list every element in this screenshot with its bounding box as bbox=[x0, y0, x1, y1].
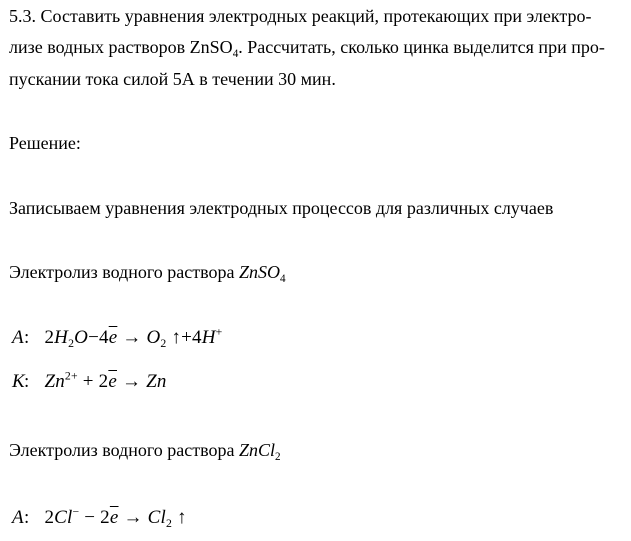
water-h: H bbox=[54, 327, 69, 348]
gas-arrow-icon: ↑ bbox=[171, 327, 182, 348]
case2-heading-text: Электролиз водного раствора bbox=[9, 440, 239, 460]
problem-text-1: 5.3. Составить уравнения электродных реакций, протекающих при электро- bbox=[9, 6, 592, 26]
water-subscript: 2 bbox=[68, 337, 75, 351]
cl-ion: Cl bbox=[54, 507, 73, 528]
case1-anode-equation: A: $2H_2O-4\overline{e} \to O_2$ ↑+4H+ bbox=[12, 325, 223, 351]
zn-ion: Zn bbox=[44, 371, 65, 392]
gas-arrow-icon: ↑ bbox=[177, 507, 187, 528]
product-subscript: 2 bbox=[160, 337, 167, 351]
case1-heading-formula: ZnSO bbox=[239, 262, 281, 282]
electron-symbol: $\overline{e}$ bbox=[108, 371, 117, 392]
problem-line-1 bbox=[9, 3, 591, 29]
anode-label: A bbox=[12, 507, 24, 528]
problem-line-2 bbox=[9, 34, 605, 60]
case1-cathode-equation: K: $Zn^{2+} + 2\overline{e} \to Zn$ bbox=[12, 369, 167, 392]
coef-cl: 2 bbox=[44, 507, 55, 528]
electron-symbol: $\overline{e}$ bbox=[108, 327, 118, 348]
case1-heading-subscript: 4 bbox=[280, 272, 286, 285]
cathode-label: K bbox=[12, 371, 25, 392]
minus-electrons: − 2 bbox=[84, 507, 110, 528]
solution-label-text: Решение: bbox=[9, 133, 81, 153]
cl-charge: − bbox=[72, 505, 80, 519]
intro-text: Записываем уравнения электродных процессов для различных случаев bbox=[9, 198, 554, 218]
water-o: O bbox=[74, 327, 89, 348]
h-charge: + bbox=[215, 325, 223, 339]
minus-electrons: −4 bbox=[88, 327, 109, 348]
problem-text-2-subscript: 4 bbox=[232, 47, 239, 60]
case2-heading bbox=[9, 437, 281, 463]
problem-text-2b: . Рассчитать, сколько цинка выделится при про- bbox=[238, 37, 605, 57]
case1-heading bbox=[9, 259, 286, 285]
case2-anode-equation: A: $2Cl^- - 2\overline{e} \to Cl_2$ ↑ bbox=[12, 505, 187, 531]
electron-symbol: $\overline{e}$ bbox=[109, 507, 119, 528]
problem-text-2a: лизе водных растворов ZnSO bbox=[9, 37, 233, 57]
zn-charge: 2+ bbox=[64, 369, 78, 383]
cl2-product: Cl bbox=[147, 507, 166, 528]
cl2-subscript: 2 bbox=[165, 517, 173, 531]
product-h: H bbox=[201, 327, 216, 348]
anode-label: A bbox=[12, 327, 24, 348]
case2-heading-subscript: 2 bbox=[275, 450, 281, 463]
problem-text-3: пускании тока силой 5А в течении 30 мин. bbox=[9, 69, 336, 89]
zn-product: Zn bbox=[146, 371, 167, 392]
solution-label bbox=[9, 130, 81, 156]
plus-electrons: + 2 bbox=[82, 371, 109, 392]
coef-water: 2 bbox=[44, 327, 55, 348]
case2-heading-formula: ZnCl bbox=[239, 440, 276, 460]
reaction-arrow: → bbox=[121, 371, 142, 392]
reaction-arrow: → bbox=[123, 507, 143, 528]
reaction-arrow: → bbox=[122, 327, 142, 348]
plus-h-coef: +4 bbox=[181, 327, 202, 348]
intro-line bbox=[9, 195, 553, 221]
case1-heading-text: Электролиз водного раствора bbox=[9, 262, 239, 282]
problem-line-3 bbox=[9, 66, 336, 92]
product-o: O bbox=[146, 327, 161, 348]
